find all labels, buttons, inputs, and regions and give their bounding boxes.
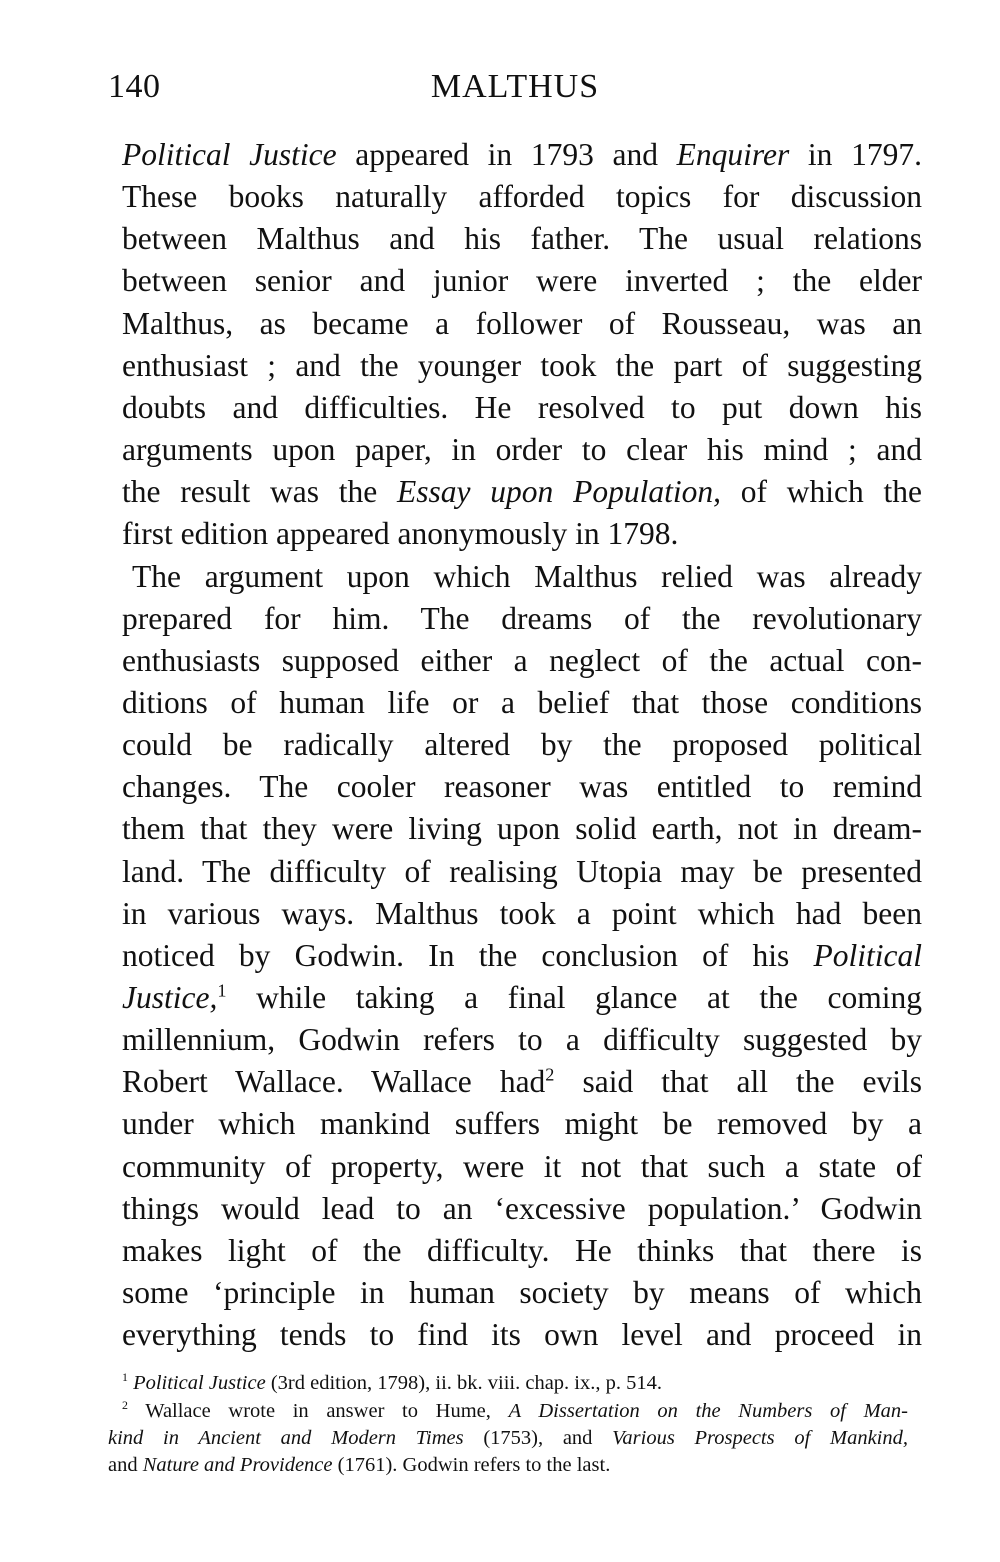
body-line xyxy=(122,1062,922,1102)
text-run: could be radically altered by the proposed political xyxy=(122,727,922,763)
footnote-marker: 1 xyxy=(122,1370,128,1385)
text-run: changes. The cooler reasoner was entitled to remind xyxy=(122,769,922,805)
body-line xyxy=(122,261,922,301)
text-run: arguments upon paper, in order to clear his mind ; and xyxy=(122,432,922,468)
text-run: prepared for him. The dreams of the revolutionary xyxy=(122,600,922,636)
body-line xyxy=(122,1147,922,1187)
text-run: (1761). Godwin refers to the last. xyxy=(332,1454,611,1476)
text-run: ditions of human life or a belief that those conditions xyxy=(122,684,922,720)
body-line xyxy=(122,641,922,681)
body-line xyxy=(122,1273,922,1313)
body-line xyxy=(122,978,922,1018)
text-run: doubts and difficulties. He resolved to put down his xyxy=(122,389,922,425)
body-line xyxy=(122,219,922,259)
text-run: noticed by Godwin. In the conclusion of his xyxy=(122,937,814,973)
text-run: land. The difficulty of realising Utopia may be presented xyxy=(122,853,922,889)
body-line xyxy=(122,430,922,470)
footnote-line xyxy=(122,1398,908,1425)
body-line xyxy=(122,936,922,976)
text-run: of which the xyxy=(720,474,922,510)
text-run: enthusiasts supposed either a neglect of the actual con- xyxy=(122,642,922,678)
text-run: (1753), and xyxy=(463,1427,613,1449)
body-line xyxy=(122,472,922,512)
body-line xyxy=(122,1315,922,1355)
text-run: community of property, were it not that such a state of xyxy=(122,1148,922,1184)
body-line xyxy=(122,894,922,934)
text-run: millennium, Godwin refers to a difficulty suggested by xyxy=(122,1022,922,1058)
text-run: the result was the xyxy=(122,474,398,510)
footnote-marker: 2 xyxy=(122,1398,128,1413)
body-line xyxy=(122,1020,922,1060)
body-line xyxy=(122,852,922,892)
text-run: The argument upon which Malthus relied was already xyxy=(132,558,922,594)
footnote-line xyxy=(108,1425,908,1452)
italic-text: Political Justice xyxy=(122,137,337,172)
text-run: Wallace wrote in answer to Hume, xyxy=(127,1400,509,1422)
text-run: them that they were living upon solid earth, not in dream- xyxy=(122,811,922,847)
body-line xyxy=(122,1231,922,1271)
body-line xyxy=(122,304,922,344)
text-run: enthusiast ; and the younger took the part of suggesting xyxy=(122,347,922,383)
body-line xyxy=(122,599,922,639)
italic-text: kind in Ancient and Modern Times xyxy=(108,1427,464,1449)
body-line xyxy=(122,346,922,386)
text-run: while taking a final glance at the coming xyxy=(226,980,922,1015)
text-run: under which mankind suffers might be removed by a xyxy=(122,1106,922,1142)
body-line xyxy=(122,135,922,175)
text-run: between senior and junior were inverted ; the elder xyxy=(122,263,922,299)
text-run: Malthus, as became a follower of Rousseau, was an xyxy=(122,305,922,341)
body-line xyxy=(122,514,922,554)
text-run: said that all the evils xyxy=(554,1064,922,1100)
text-run: These books naturally afforded topics for discussion xyxy=(122,179,922,215)
body-line xyxy=(122,767,922,807)
text-run: makes light of the difficulty. He thinks that there is xyxy=(122,1232,922,1268)
body-line xyxy=(122,1104,922,1144)
italic-text: Enquirer xyxy=(676,137,790,172)
body-line xyxy=(122,683,922,723)
running-head: MALTHUS xyxy=(430,68,600,105)
text-run: everything tends to find its own level and proceed in xyxy=(122,1317,922,1353)
text-run: appeared in 1793 and xyxy=(336,137,677,172)
footnote-marker: 1 xyxy=(217,980,227,1001)
italic-text: Political xyxy=(813,937,922,973)
italic-text: Essay upon Population, xyxy=(397,474,721,510)
footnote-line xyxy=(122,1370,795,1397)
italic-text: Justice, xyxy=(122,980,218,1015)
body-line xyxy=(122,177,922,217)
page-number: 140 xyxy=(108,68,161,105)
italic-text: Various Prospects of Mankind, xyxy=(612,1427,908,1449)
body-line xyxy=(122,388,922,428)
body-line xyxy=(122,809,922,849)
text-run: in 1797. xyxy=(789,137,922,172)
body-line xyxy=(122,557,922,597)
text-run: and xyxy=(108,1454,143,1476)
text-run: (3rd edition, 1798), ii. bk. viii. chap. ix., p. 514. xyxy=(265,1372,662,1394)
italic-text: A Dissertation on the Numbers of Man- xyxy=(508,1400,908,1422)
text-run: some ‘principle in human society by means of which xyxy=(122,1275,922,1311)
footnote-line xyxy=(108,1452,908,1479)
italic-text: Political Justice xyxy=(133,1372,266,1394)
footnote-marker: 2 xyxy=(545,1064,555,1085)
text-run: things would lead to an ‘excessive population.’ Godwin xyxy=(122,1190,922,1226)
italic-text: Nature and Providence xyxy=(142,1454,333,1476)
text-run: Robert Wallace. Wallace had xyxy=(122,1064,546,1100)
text-run: first edition appeared anonymously in 1798. xyxy=(122,516,679,552)
text-run: between Malthus and his father. The usual relations xyxy=(122,221,922,257)
text-run: in various ways. Malthus took a point which had been xyxy=(122,895,922,931)
body-line xyxy=(122,1189,922,1229)
body-line xyxy=(122,725,922,765)
